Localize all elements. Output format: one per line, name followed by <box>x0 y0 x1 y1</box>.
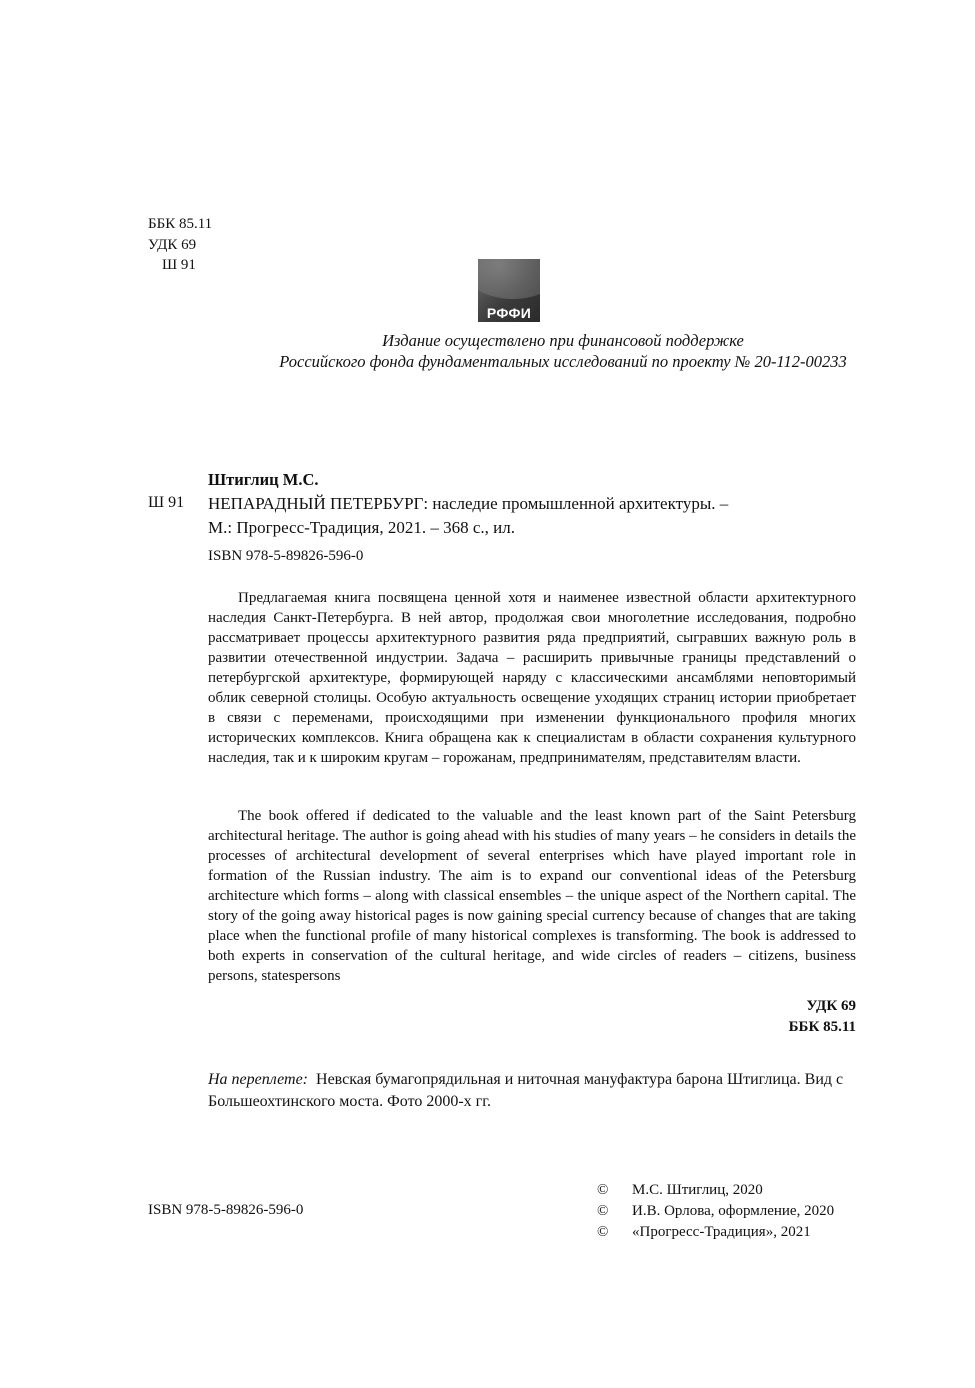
cover-note <box>208 1069 868 1113</box>
copyright-symbol: © <box>597 1182 609 1198</box>
copyright-symbol: © <box>597 1203 609 1219</box>
bottom-isbn: ISBN 978-5-89826-596-0 <box>148 1202 304 1218</box>
copyright-block <box>597 1180 834 1243</box>
copyright-text: «Прогресс-Традиция», 2021 <box>632 1224 811 1240</box>
title-line2: М.: Прогресс-Традиция, 2021. – 368 с., ил. <box>208 518 515 537</box>
classification-codes <box>148 214 212 276</box>
author-sign: Ш 91 <box>162 257 196 273</box>
index-codes <box>789 996 856 1038</box>
funding-note-line1: Издание осуществлено при финансовой поддержке <box>382 331 744 350</box>
title-line1: НЕПАРАДНЫЙ ПЕТЕРБУРГ: наследие промышленной архитектуры. – <box>208 494 729 513</box>
index-udk: УДК 69 <box>806 998 856 1014</box>
copyright-row <box>597 1180 834 1201</box>
funding-note-line2: Российского фонда фундаментальных исследований по проекту № 20-112-00233 <box>279 352 847 371</box>
copyright-row <box>597 1222 834 1243</box>
udk-code: УДК 69 <box>148 236 197 253</box>
rffi-logo-icon <box>478 259 540 322</box>
author-name: Штиглиц М.С. <box>208 470 319 489</box>
abstract-english: The book offered if dedicated to the valuable and the least known part of the Saint Petersburg architectural heritage. The author is going ahead with his studies of many years – he considers in details the processes of architectural development of several enterprises which have played important role in formation of the Russian industry. The aim is to expand our conventional ideas of the Petersburg architecture which forms – along with classical ensembles – the unique aspect of the Northern capital. The story of the going away historical pages is now gaining special currency because of changes that are taking place when the functional profile of many historical complexes is transforming. The book is addressed to both experts in conservation of the cultural heritage, and wide circles of readers – citizens, business persons, statespersons <box>208 808 856 984</box>
record-isbn: ISBN 978-5-89826-596-0 <box>208 548 364 564</box>
bbk-code: ББК 85.11 <box>148 216 213 232</box>
funding-note <box>150 330 975 372</box>
abstract-russian: Предлагаемая книга посвящена ценной хотя и наименее известной области архитектурного наследия Санкт-Петербурга. В ней автор, продолжая свои многолетние исследования, подробно рассматривает процессы архитектурного развития ряда предприятий, сыгравших важную роль в развитии отечественной индустрии. Задача – расширить привычные границы представлений о петербургской архитектуре, формирующей наряду с классическими ансамблями неповторимый облик северной столицы. Особую актуальность освещение уходящих страниц истории приобретает в связи с переменами, происходящими при изменении функционального профиля многих исторических комплексов. Книга обращена как к специалистам в области сохранения культурного наследия, так и к широким кругам – горожанам, предпринимателям, представителям власти. <box>208 590 856 766</box>
cover-note-label: На переплете: <box>208 1071 309 1088</box>
copyright-symbol: © <box>597 1224 609 1240</box>
copyright-row <box>597 1201 834 1222</box>
book-title <box>208 492 868 540</box>
record-code: Ш 91 <box>148 494 185 511</box>
copyright-text: И.В. Орлова, оформление, 2020 <box>632 1203 835 1219</box>
logo-text: РФФИ <box>486 305 532 321</box>
cover-note-text: Невская бумагопрядильная и ниточная мануфактура барона Штиглица. Вид с Большеохтинского моста. Фото 2000-х гг. <box>208 1071 844 1110</box>
index-bbk: ББК 85.11 <box>788 1019 856 1035</box>
copyright-text: М.С. Штиглиц, 2020 <box>632 1182 763 1198</box>
